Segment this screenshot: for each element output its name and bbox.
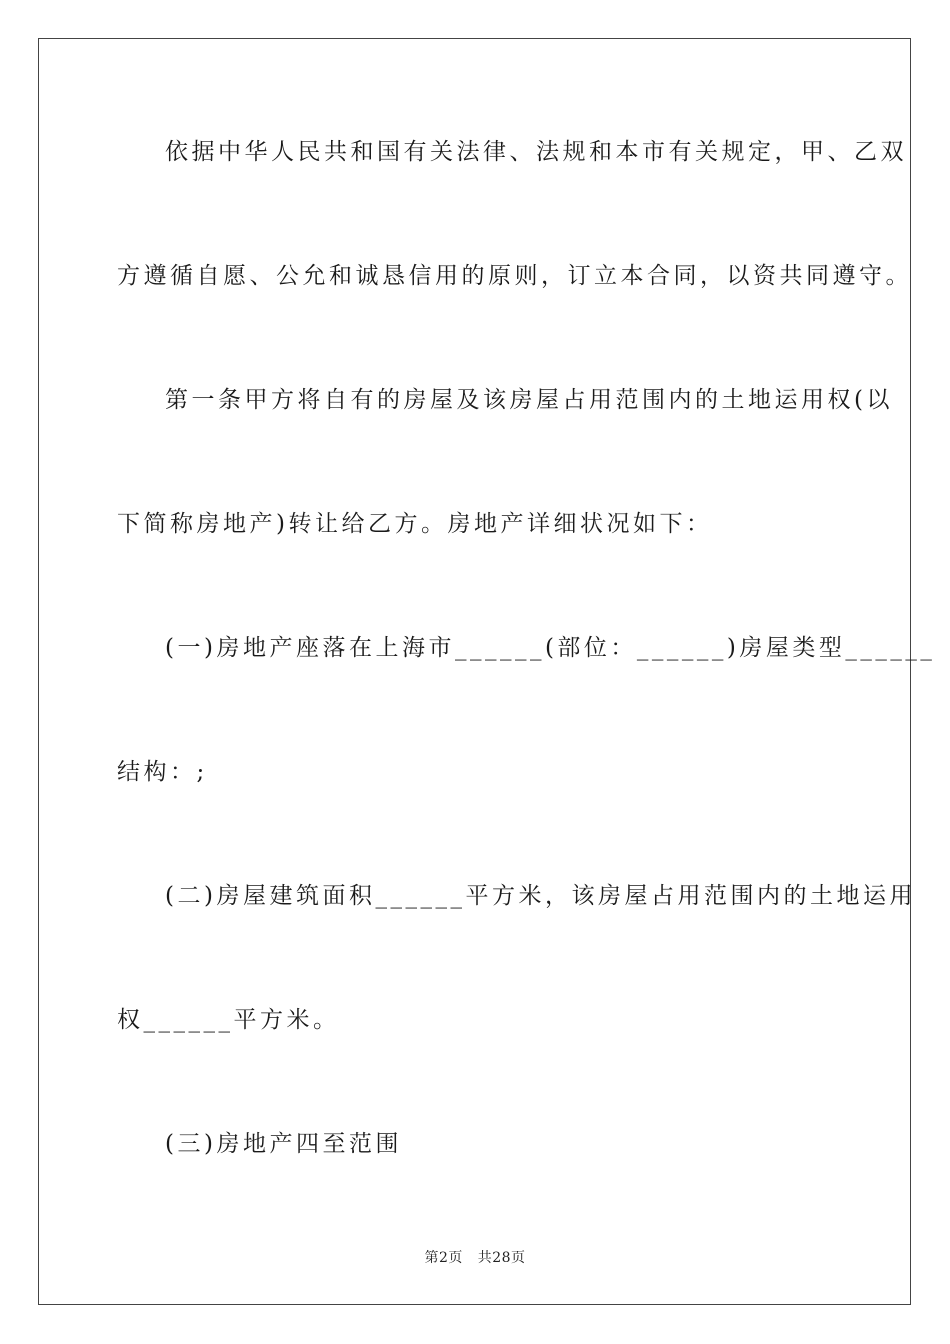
item-3-line-1: (三)房地产四至范围: [165, 1131, 402, 1157]
page-border: [38, 38, 936, 1305]
paragraph-intro-line-1: 依据中华人民共和国有关法律、法规和本市有关规定，甲、乙双: [165, 139, 907, 165]
article-1-line-2: 下简称房地产)转让给乙方。房地产详细状况如下：: [117, 511, 713, 537]
item-2-line-1: (二)房屋建筑面积______平方米，该房屋占用范围内的土地运用: [165, 883, 916, 909]
page-number-footer: 第2页 共28页: [424, 1250, 526, 1266]
item-2-line-2: 权______平方米。: [117, 1007, 340, 1033]
article-1-line-1: 第一条甲方将自有的房屋及该房屋占用范围内的土地运用权(以: [165, 387, 893, 413]
item-1-line-1: (一)房地产座落在上海市______(部位：______)房屋类型______: [165, 635, 936, 661]
paragraph-intro-line-2: 方遵循自愿、公允和诚恳信用的原则，订立本合同，以资共同遵守。: [117, 263, 912, 289]
item-1-line-2: 结构：;: [117, 759, 208, 785]
